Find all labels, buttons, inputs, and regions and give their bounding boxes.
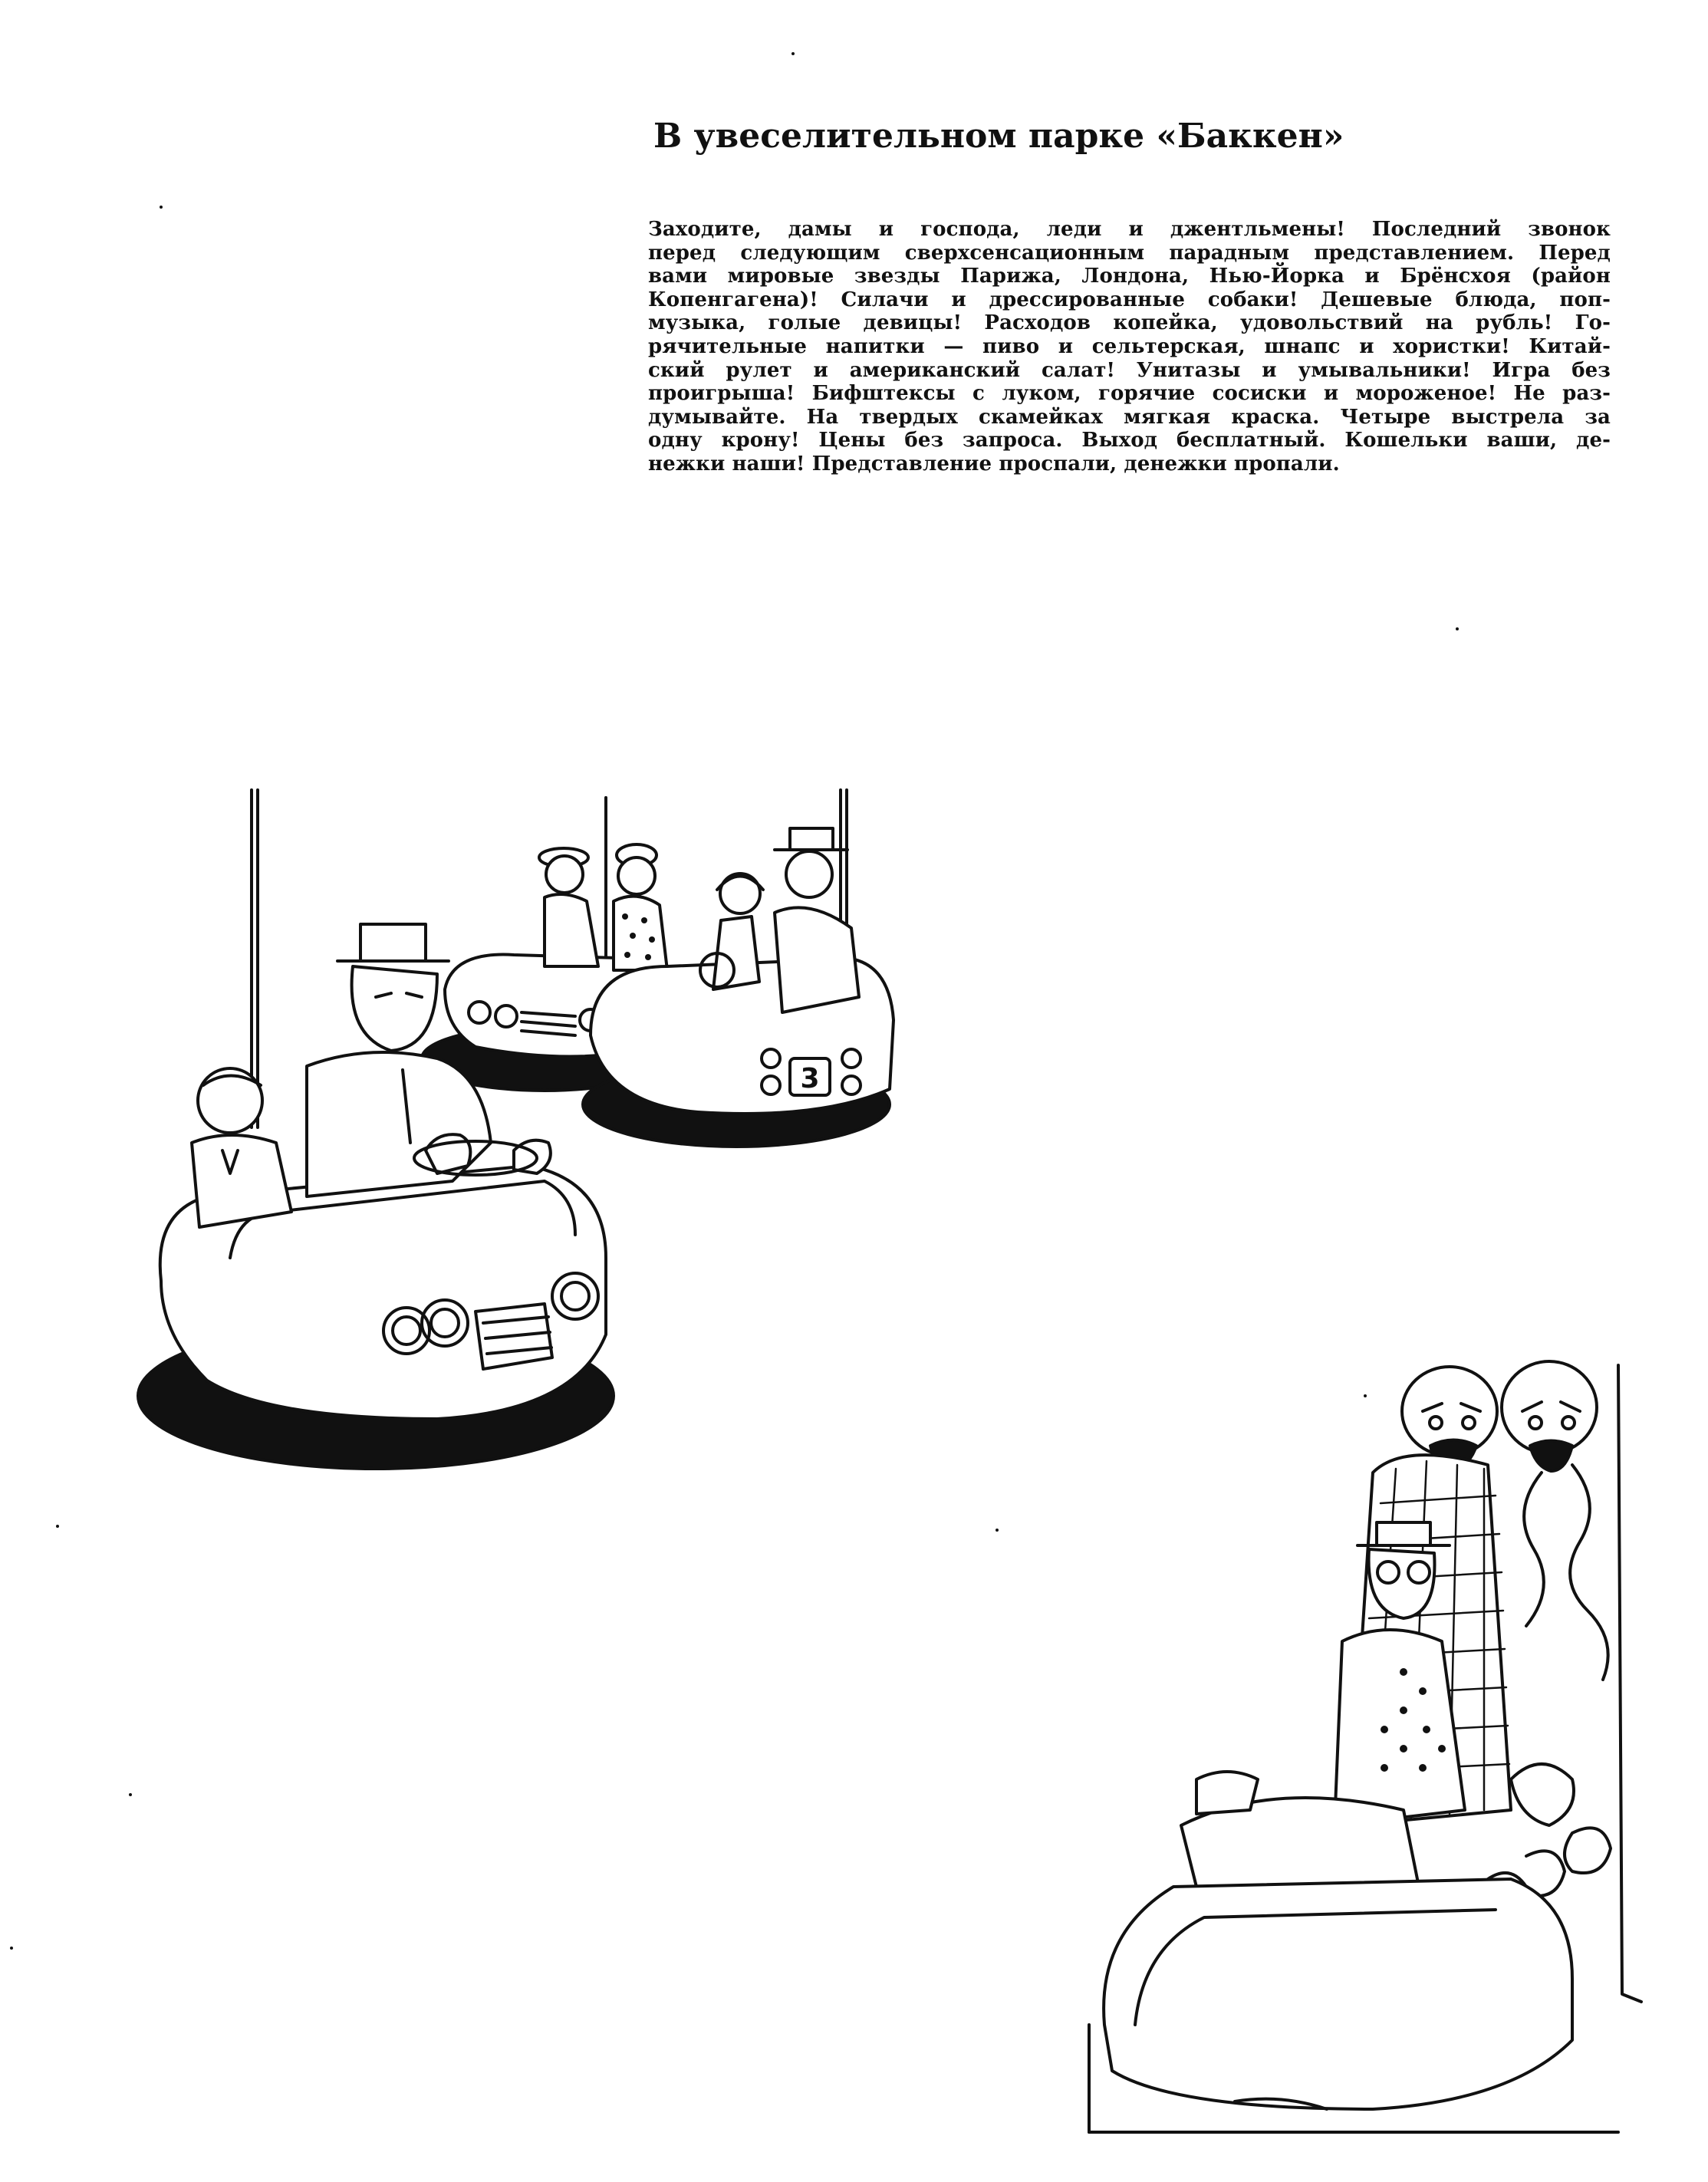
body-line: перед следующим сверхсенсационным парадным представлением. Перед — [648, 241, 1611, 265]
body-line: вами мировые звезды Парижа, Лондона, Нью-Йорка и Брёнсхоя (район — [648, 265, 1611, 288]
car-number: 3 — [800, 1063, 820, 1094]
article-title: В увеселительном парке «Баккен» — [653, 117, 1344, 156]
body-line: Заходите, дамы и господа, леди и джентльмены! Последний звонок — [648, 218, 1611, 241]
body-line: одну крону! Цены без запроса. Выход бесплатный. Кошельки ваши, де- — [648, 429, 1611, 453]
body-line: проигрыша! Бифштексы с луком, горячие сосиски и мороженое! Не раз- — [648, 382, 1611, 406]
body-line: рячительные напитки — пиво и сельтерская, шнапс и хористки! Китай- — [648, 334, 1611, 358]
body-line: Копенгагена)! Силачи и дрессированные собаки! Дешевые блюда, поп- — [648, 288, 1611, 311]
body-line: музыка, голые девицы! Расходов копейка, удовольствий на рубль! Го- — [648, 311, 1611, 335]
body-line: ский рулет и американский салат! Унитазы и умывальники! Игра без — [648, 358, 1611, 382]
body-line: нежки наши! Представление проспали, денежки пропали. — [648, 452, 1340, 476]
body-line: думывайте. На твердых скамейках мягкая краска. Четыре выстрела за — [648, 405, 1611, 429]
